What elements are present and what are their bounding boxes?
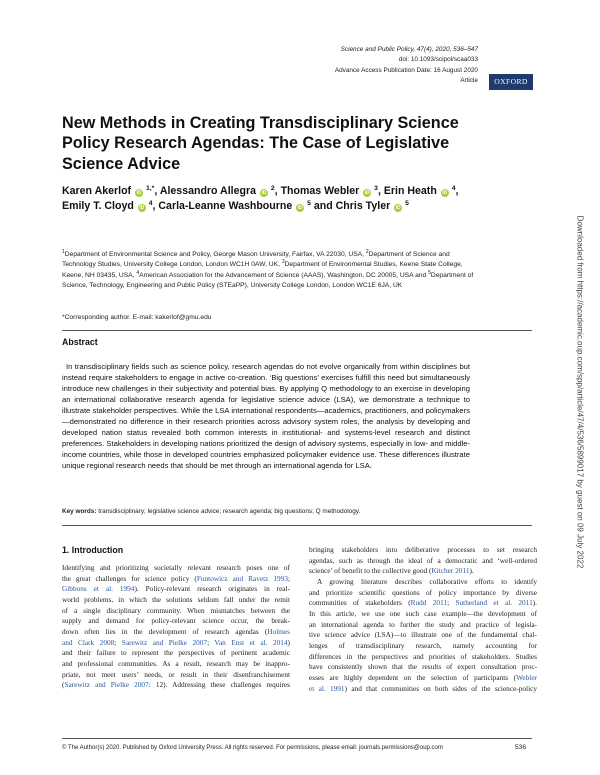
affil-4-number: 4 bbox=[136, 269, 140, 276]
author-affil-marker: 4 bbox=[451, 185, 456, 192]
author-name[interactable]: Chris Tyler bbox=[335, 200, 391, 213]
citation-link[interactable]: Holmes bbox=[267, 626, 290, 636]
text-line: world problems, in which the solutions seldom fall under the remit bbox=[62, 594, 290, 604]
doi-link[interactable]: doi: 10.1093/scipol/scaa033 bbox=[398, 56, 478, 64]
text-line: communities of stakeholders (Rudd 2011; Sutherland et al. 2011). bbox=[309, 598, 537, 608]
affil-2-number: 2 bbox=[365, 248, 369, 255]
keywords-text: transdisciplinary; legislative science advice; research agenda; big questions; Q methodology. bbox=[98, 508, 361, 515]
abstract-bottom-rule bbox=[62, 525, 532, 526]
keywords-label: Key words: bbox=[62, 508, 97, 515]
citation-link[interactable]: Funtowicz and Ravetz 1993 bbox=[196, 573, 288, 583]
author[interactable] bbox=[160, 185, 275, 197]
author-affil-marker: 2 bbox=[270, 185, 275, 192]
text-line: lenges of transdisciplinary research, namely accounting for bbox=[309, 640, 537, 650]
keywords bbox=[62, 508, 360, 515]
text-line: Identifying and prioritizing societally relevant research poses one of bbox=[62, 563, 290, 572]
author-name[interactable]: Emily T. Cloyd bbox=[62, 200, 134, 213]
author-separator: , bbox=[152, 200, 159, 213]
citation-link[interactable]: et al. 1991 bbox=[309, 683, 345, 693]
page-number: 536 bbox=[515, 744, 527, 751]
affil-5-number: 5 bbox=[428, 269, 431, 276]
author-name[interactable]: Carla-Leanne Washbourne bbox=[158, 200, 293, 213]
affil-3-number: 3 bbox=[281, 259, 285, 266]
citation-link[interactable]: Webler bbox=[516, 672, 537, 682]
text-line: science’ of benefit to the collective good (Kitcher 2011). bbox=[309, 566, 474, 576]
text-line: differences in the perspectives and priorities of stakeholders. Studies bbox=[309, 651, 537, 661]
author-name[interactable]: Karen Akerlof bbox=[62, 185, 132, 197]
author-name[interactable]: Thomas Webler bbox=[280, 185, 360, 197]
orcid-icon[interactable]: iD bbox=[139, 205, 145, 212]
affiliation-4: American Association for the Advancement of Science (AAAS), Washington, DC 20005, USA and bbox=[139, 271, 427, 279]
citation-link[interactable]: Rudd 2011 bbox=[410, 598, 448, 608]
text-line: have consistently shown that the results of expert consultation proc- bbox=[309, 662, 537, 672]
abstract-top-rule bbox=[62, 330, 532, 331]
advance-access-date: Advance Access Publication Date: 16 August 2020 bbox=[334, 66, 478, 74]
affiliations bbox=[62, 250, 482, 292]
download-watermark[interactable]: Downloaded from https://academic.oup.com/spp/article/47/4/536/5899017 by guest on 09 July 2022 bbox=[575, 215, 585, 569]
author-list bbox=[62, 184, 482, 215]
text-line: Gibbons et al. 1994). Policy-relevant research originates in real- bbox=[62, 584, 291, 594]
text-line: (Sarewitz and Pielke 2007: 12). Addressing these challenges requires bbox=[62, 680, 291, 690]
author-affil-marker: 5 bbox=[307, 200, 311, 208]
text-line: an international agenda to further the study and practice of legisla- bbox=[309, 619, 537, 629]
author-separator: , bbox=[154, 185, 160, 197]
affiliation-2: Department of Science and Technology Studies, University College London, London WC1H 0AW, UK, bbox=[62, 251, 450, 269]
author-affil-marker: 4 bbox=[148, 200, 153, 208]
author-affil-marker: 5 bbox=[405, 200, 409, 208]
author-affil-marker: 3 bbox=[374, 185, 378, 192]
text-line: A growing literature describes collaborative efforts to identify bbox=[317, 576, 537, 586]
text-line: of a single disciplinary community. When mismatches between the bbox=[62, 605, 290, 615]
text-line: and their failure to represent the perspectives of pertinent academic bbox=[62, 648, 290, 658]
author-separator: and bbox=[310, 200, 336, 213]
journal-name-line: Science and Public Policy, 47(4), 2020, 536–547 bbox=[340, 46, 478, 53]
orcid-icon[interactable]: iD bbox=[261, 190, 267, 196]
orcid-icon[interactable]: iD bbox=[442, 190, 448, 196]
affiliation-3: Department of Environmental Studies, Keene State College, Keene, NH 03435, USA, bbox=[62, 261, 463, 279]
author[interactable] bbox=[384, 185, 456, 197]
text-line: the great challenges for science policy (Funtowicz and Ravetz 1993; bbox=[62, 573, 290, 583]
orcid-icon[interactable]: iD bbox=[297, 205, 303, 212]
text-line: priate, not meet users’ needs, or result in their disenfranchisement bbox=[62, 669, 290, 679]
abstract-body: In transdisciplinary fields such as science policy, research agendas do not evolve organically from within disciplines but instead require stakeholders to engage in active co-creation. ‘Big questions’ exercises fulfill this need but simultaneously introduce new challenges in their subjectivity and potential bias. By applying Q methodology to an exercise in developing an international collaborative research agenda for legislative science advice (LSA), we demonstrate a technique to illustrate stakeholder perspectives. While the LSA international respondents—academics, practitioners, and policymakers—demonstrated no difference in their research priorities across advisory system roles, the analysis by developing and developed nation status revealed both common interests in institutional- and systems-level research and distinct preferences. Stakeholders in developing nations prioritized the design of advisory systems, especially in low- and middle-income countries, while those in developed countries emphasized policymaker evidence use. These differences illustrate unique regional research needs that should be met through an international agenda for LSA. bbox=[62, 362, 470, 470]
text-line: bringing stakeholders into deliberative processes to set research bbox=[309, 545, 537, 554]
oxford-logo: OXFORD bbox=[489, 74, 533, 90]
text-line: et al. 1991) and that communities on both sides of the science-policy bbox=[309, 683, 537, 693]
author-separator: , bbox=[377, 185, 384, 197]
orcid-icon[interactable]: iD bbox=[364, 190, 370, 196]
citation-link[interactable]: Sarewitz and Pielke 2007 bbox=[64, 680, 149, 690]
text-line: down often lies in the development of research agendas (Holmes bbox=[62, 626, 290, 636]
text-line: tive science advice (LSA)—to illustrate one of the fundamental chal- bbox=[309, 630, 537, 640]
author-name[interactable]: Erin Heath bbox=[383, 185, 437, 197]
author-name[interactable]: Alessandro Allegra bbox=[159, 185, 256, 197]
citation-link[interactable]: Gibbons et al. 1994 bbox=[62, 584, 135, 594]
author-affil-marker: 1,* bbox=[145, 185, 155, 192]
intro-column-right bbox=[309, 545, 537, 694]
text-line: and Clark 2008; Sarewitz and Pielke 2007; Van Enst et al. 2014) bbox=[62, 637, 290, 647]
orcid-icon[interactable]: iD bbox=[395, 205, 401, 212]
text-line: supply and demand for policy-relevant science occur, the break- bbox=[62, 616, 290, 626]
author[interactable] bbox=[158, 200, 311, 212]
footer-rule bbox=[62, 738, 532, 739]
author-separator: , bbox=[455, 185, 459, 197]
orcid-icon[interactable]: iD bbox=[136, 190, 142, 196]
intro-column-left bbox=[62, 563, 290, 691]
citation-link[interactable]: Kitcher 2011 bbox=[431, 566, 470, 576]
citation-link[interactable]: Sutherland et al. 2011 bbox=[455, 598, 533, 608]
citation-link[interactable]: Sarewitz and Pielke 2007 bbox=[121, 637, 208, 647]
author[interactable] bbox=[281, 185, 378, 197]
copyright-footer: © The Author(s) 2020. Published by Oxford University Press. All rights reserved. For permissions, please email: journals.permissions@oup.com bbox=[62, 745, 443, 751]
article-type: Article bbox=[460, 77, 478, 85]
text-line: and professional communities. As a result, research may be inappro- bbox=[62, 658, 290, 668]
text-line: In this article, we use one such case example—the development of bbox=[309, 608, 537, 618]
journal-citation bbox=[335, 45, 478, 87]
corresponding-author: *Corresponding author. E-mail: kakerlof@gmu.edu bbox=[62, 314, 212, 321]
citation-link[interactable]: Van Enst et al. 2014 bbox=[214, 637, 288, 647]
author[interactable] bbox=[62, 185, 154, 197]
author[interactable] bbox=[62, 200, 153, 212]
affiliation-5: Department of Science, Technology, Engineering and Public Policy (STEaPP), University College London, London WC1E 6JA, UK bbox=[62, 271, 474, 290]
article-title: New Methods in Creating Transdisciplinary Science Policy Research Agendas: The Case of Legislative Science Advice bbox=[62, 114, 459, 173]
abstract-heading: Abstract bbox=[62, 337, 98, 347]
author[interactable] bbox=[336, 200, 409, 212]
intro-heading: 1. Introduction bbox=[62, 545, 124, 555]
text-line: agendas, such as through the ideal of a democratic and ‘well-ordered bbox=[309, 555, 537, 565]
citation-link[interactable]: and Clark 2008 bbox=[62, 637, 115, 647]
author-separator: , bbox=[274, 185, 281, 197]
affiliation-1: Department of Environmental Science and Policy, George Mason University, Fairfax, VA 22030, USA, bbox=[64, 251, 364, 258]
affil-1-number: 1 bbox=[62, 248, 65, 255]
text-line: esses are highly dependent on the selection of participants (Webler bbox=[309, 672, 537, 682]
text-line: and prioritize scientific questions of policy importance by diverse bbox=[309, 587, 537, 597]
